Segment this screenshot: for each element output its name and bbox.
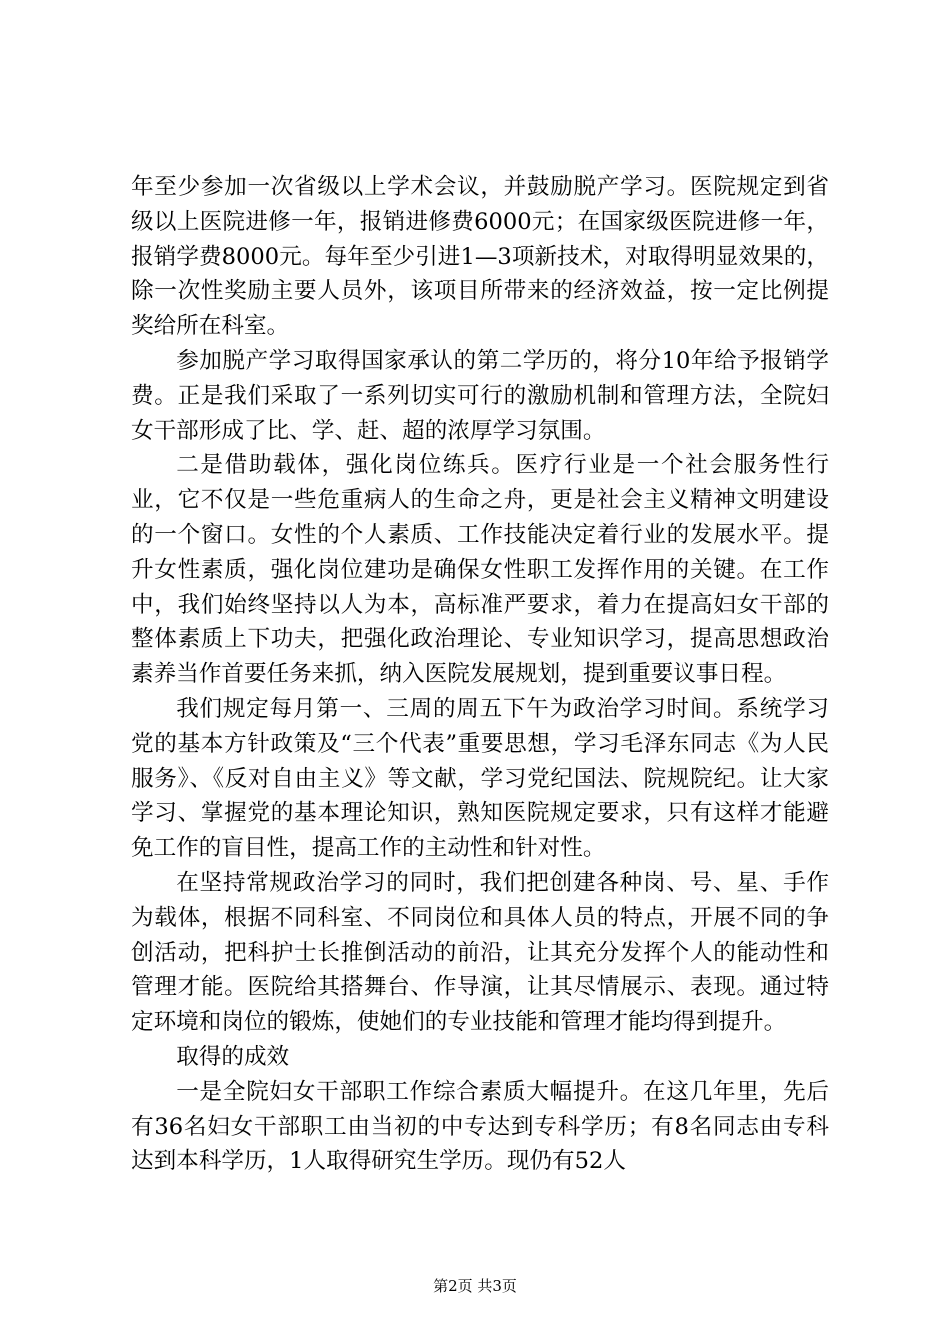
section-heading: 取得的成效 <box>176 1043 290 1070</box>
paragraph-4: 我们规定每月第一、三周的周五下午为政治学习时间。系统学习党的基本方针政策及“三个代表”重要思想，学习毛泽东同志《为人民服务》、《反对自由主义》等文献，学习党纪国法、院规院纪。让大家学习、掌握党的基本理论知识，熟知医院规定要求，只有这样才能避免工作的盲目性，提高工作的主动性和针对性。 <box>131 695 829 862</box>
paragraph-3: 二是借助载体，强化岗位练兵。医疗行业是一个社会服务性行业，它不仅是一些危重病人的生命之舟，更是社会主义精神文明建设的一个窗口。女性的个人素质、工作技能决定着行业的发展水平。提升女性素质，强化岗位建功是确保女性职工发挥作用的关键。在工作中，我们始终坚持以人为本，高标准严要求，着力在提高妇女干部的整体素质上下功夫，把强化政治理论、专业知识学习，提高思想政治素养当作首要任务来抓，纳入医院发展规划，提到重要议事日程。 <box>131 452 829 688</box>
paragraph-6: 一是全院妇女干部职工作综合素质大幅提升。在这几年里，先后有36名妇女干部职工由当初的中专达到专科学历；有8名同志由专科达到本科学历，1人取得研究生学历。现仍有52人 <box>131 1078 829 1175</box>
document-body <box>131 170 829 1179</box>
page-footer: 第2页 共3页 <box>433 1277 517 1295</box>
paragraph-5: 在坚持常规政治学习的同时，我们把创建各种岗、号、星、手作为载体，根据不同科室、不同岗位和具体人员的特点，开展不同的争创活动，把科护士长推倒活动的前沿，让其充分发挥个人的能动性和管理才能。医院给其搭舞台、作导演，让其尽情展示、表现。通过特定环境和岗位的锻炼，使她们的专业技能和管理才能均得到提升。 <box>131 869 829 1036</box>
paragraph-2: 参加脱产学习取得国家承认的第二学历的，将分10年给予报销学费。正是我们采取了一系列切实可行的激励机制和管理方法，全院妇女干部形成了比、学、赶、超的浓厚学习氛围。 <box>131 347 829 444</box>
paragraph-1: 年至少参加一次省级以上学术会议，并鼓励脱产学习。医院规定到省级以上医院进修一年，报销进修费6000元；在国家级医院进修一年，报销学费8000元。每年至少引进1—3项新技术，对取得明显效果的，除一次性奖励主要人员外，该项目所带来的经济效益，按一定比例提奖给所在科室。 <box>131 174 829 340</box>
